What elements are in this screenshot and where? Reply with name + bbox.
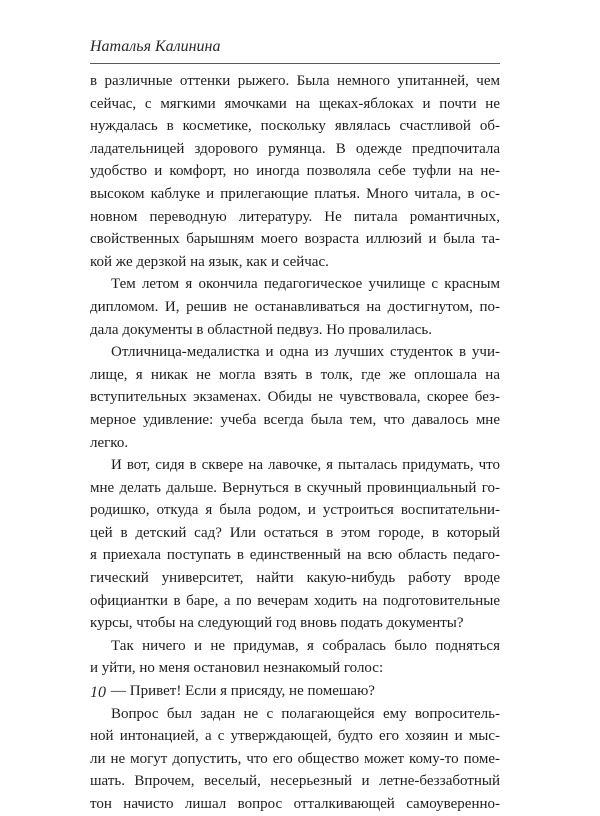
text-line: нуждалась в косметике, поскольку являлась счастливой об- xyxy=(90,118,500,135)
text-line: шать. Впрочем, веселый, несерьезный и летне-беззаботный xyxy=(90,773,500,790)
text-line: дипломом. И, решив не останавливаться на достигнутом, по- xyxy=(90,298,500,315)
text-line: высоком каблуке и прилегающие платья. Много читала, в ос- xyxy=(90,185,500,202)
text-line: легко. xyxy=(90,434,129,451)
paragraph-first-line: Отличница-медалистка и одна из лучших студенток в учи- xyxy=(111,344,500,361)
text-line: тон начисто лишал вопрос отталкивающей самоуверенно- xyxy=(90,796,500,812)
text-line: в различные оттенки рыжего. Была немного упитанней, чем xyxy=(90,73,500,89)
text-line: мне делать дальше. Вернуться в скучный провинциальный го- xyxy=(90,479,500,496)
text-line: кой же дерзкой на язык, как и сейчас. xyxy=(90,253,329,270)
text-line: гический университет, найти какую-нибудь работу вроде xyxy=(90,570,500,587)
text-line: свойственных барышням моего возраста иллюзий и была та- xyxy=(90,231,500,248)
text-line: ладательницей здорового румянца. В одежде предпочитала xyxy=(90,140,500,157)
paragraph-first-line: И вот, сидя в сквере на лавочке, я пыталась придумать, что xyxy=(111,457,500,474)
dialogue-line: — Привет! Если я присяду, не помешаю? xyxy=(111,683,375,700)
text-line: цей в детский сад? Или остаться в этом городе, в который xyxy=(90,524,500,541)
text-line: вступительных экзаменах. Обиды не чувствовала, скорее без- xyxy=(90,389,500,406)
text-line: новном переводную литературу. Не питала романтичных, xyxy=(90,208,500,225)
text-line: родишко, откуда я была родом, и устроиться воспитательни- xyxy=(90,502,500,519)
text-line: дала документы в областной педвуз. Но провалилась. xyxy=(90,321,432,338)
paragraph-first-line: Так ничего и не придумав, я собралась было подняться xyxy=(111,637,500,654)
text-line: ной интонацией, а с утверждающей, будто его хозяин и мыс- xyxy=(90,728,500,745)
paragraph-first-line: Тем летом я окончила педагогическое училище с красным xyxy=(111,276,500,293)
body-text xyxy=(90,70,500,816)
text-line: я приехала поступать в единственный на всю область педаго- xyxy=(90,547,500,564)
text-line: удобство и комфорт, но иногда позволяла себе туфли на не- xyxy=(90,163,500,180)
text-line: лище, я никак не могла взять в толк, где же оплошала на xyxy=(90,366,500,383)
page-number: 10 xyxy=(90,684,106,701)
text-line: ли не могут допустить, что его общество может кому-то поме- xyxy=(90,750,500,767)
running-head-author: Наталья Калинина xyxy=(90,38,221,55)
paragraph-first-line: Вопрос был задан не с полагающейся ему вопроситель- xyxy=(111,705,500,722)
text-line: сейчас, с мягкими ямочками на щеках-яблоках и почти не xyxy=(90,95,500,112)
text-line: курсы, чтобы на следующий год вновь подать документы? xyxy=(90,615,464,632)
header-rule xyxy=(90,63,500,64)
text-line: официантки в баре, а по вечерам ходить на подготовительные xyxy=(90,592,500,609)
text-line: и уйти, но меня остановил незнакомый голос: xyxy=(90,660,384,677)
text-line: мерное удивление: учеба всегда была тем, что давалось мне xyxy=(90,411,500,428)
